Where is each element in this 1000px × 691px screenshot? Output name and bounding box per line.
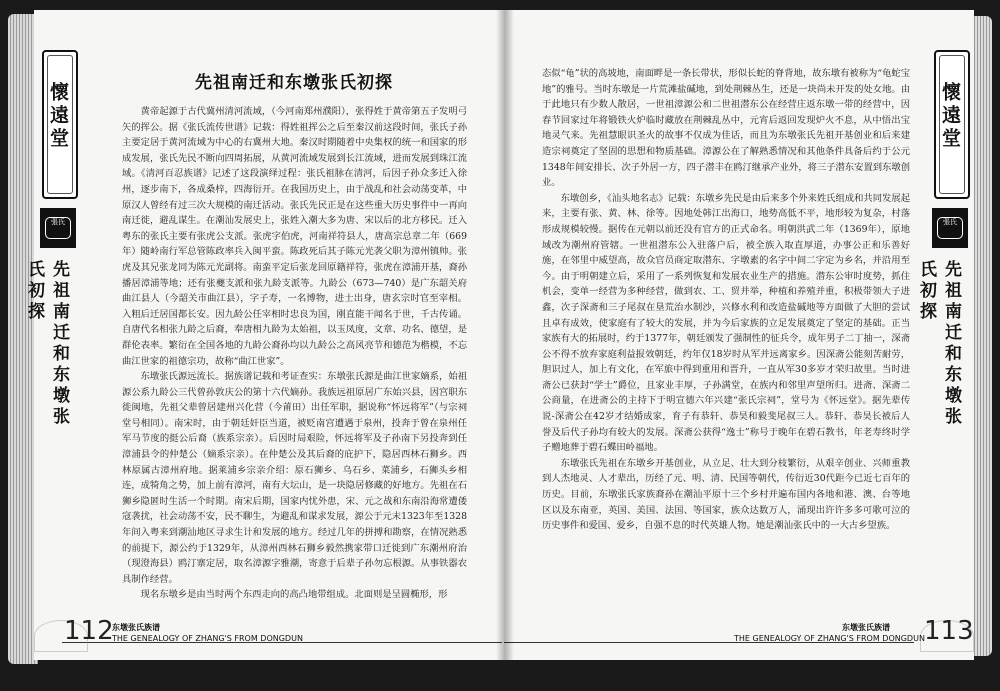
badge-block <box>40 208 76 248</box>
paragraph: 现名东墩乡是由当时两个东西走向的高凸地带组成。北面则是呈圆椭形，形 <box>140 589 448 601</box>
footer-book-title-en: THE GENEALOGY OF ZHANG'S FROM DONGDUN <box>112 634 303 643</box>
left-page <box>24 10 504 660</box>
footer-book-title-cn: 东墩张氏族谱 <box>842 623 890 632</box>
book-gutter <box>496 10 514 660</box>
paragraph: 东墩张氏先祖在东墩乡开基创业，从立足、壮大到分枝繁衍，从艰辛创业、兴师重教到人杰地灵、人才辈出，历经了元、明、清、民国等朝代，传衍近30代距今已近七百年的历史。目前，东墩张氏家族裔孙在潮汕平原十三个乡村并遍布国内各地和港、澳、台等地区以及东南亚，英国、美国、法国、等国家，族众达数万人，涌现出许许多多可歌可泣的历史事件和爱国、爱乡，自强不息的时代英雄人物。她是潮汕张氏中的一大古乡望族。 <box>542 457 910 532</box>
open-book <box>8 6 992 686</box>
paragraph: 黄帝起源于古代冀州清河流域，（今河南郑州濮阳），张得姓于黄帝第五子发明弓矢的挥公。据《张氏流传世谱》记载：得姓祖挥公之后至秦汉前这段时间，张氏子孙主要定居于黄河流域为中心的右冀州大地。秦汉时期随着中央集权的统一和国家的形成发展，张氏先民不断向四周拓展，从黄河流域发展到长江流域，进而发展到珠江流域。《清河百忍族谱》记述了这段演绎过程：张氏祖脉在清河，后因子孙众多迁入徐州，逐步南下，各成桑梓，四海衍开。在我国历史上，由于战乱和社会动荡变革，中原汉人曾经有过三次大规模的南迁活动。张氏先民正是在这些重大历史事件中一再向南迁徙，避乱谋生。在潮汕发展史上，张姓入潮大多为唐、宋以后的北方移民。迁入粤东的张氏主要有张虎公支派。张虎字伯虎，河南祥符县人，唐高宗总章二年（669年）随岭南行军总管陈政率兵入闽平蛮。陈政死后其子陈元光袭父职为漳州镇帅。张虎及其兄张龙同为陈元光副将。南蛮平定后张龙回原籍祥符，张虎在漳浦开基，裔孙播居漳浦等地；还有张夔支派和张九龄支派等。九龄公（673—740）是广东韶关府曲江县人（今韶关市曲江县），字子寿，一名博物，进士出身，唐玄宗时官至宰相。入粗后迁居国都长安。因九龄公任宰相时忠良为国，刚直能干闻名于世，千古传诵。自唐代名相张九龄之后裔，奉唐相九龄为太始祖，以玉凤度，文章、功名、德望，是群伦表率。繁衍在全国各地的九龄公裔孙均以九龄公之高风亮节和德范为楷模，不忘曲江世家的祖德宗功，故称“曲江世家”。 <box>122 106 467 367</box>
right-side-banner <box>916 50 968 440</box>
page-number: 113 <box>924 616 974 646</box>
hall-name: 懷遠堂 <box>47 82 69 151</box>
side-chapter-title: 先祖南迁和东墩张氏初探 <box>916 260 961 428</box>
left-side-banner <box>24 50 76 440</box>
article-heading: 先祖南迁和东墩张氏初探 <box>195 73 393 93</box>
page-number: 112 <box>64 616 114 646</box>
footer-book-title-en: THE GENEALOGY OF ZHANG'S FROM DONGDUN <box>734 634 925 643</box>
clan-badge-icon: 張氏 <box>937 217 963 239</box>
right-page <box>504 10 974 660</box>
footer-book-title-cn: 东墩张氏族谱 <box>112 623 160 632</box>
paragraph: 东墩张氏源远流长。据族谱记载和考证查实：东墩张氏源是曲江世家嫡系，始祖源公系九龄公三代曾孙敦庆公的第十六代嫡孙。我族远祖原居广东始兴县，因宫职东徙闽地，先祖父辈曾居建州兴化营（今莆田）出任军职，据说称“怀远将军”（与宗祠堂号相同）。南宋时，由于朝廷奸臣当道，被贬南宫遭遇于泉州，投奔于曾在泉州任军马节度的挺公后裔（族系宗亲）。后因时局艰险，怀远将军及子孙南下另投奔到任漳浦县令的仲楚公（嫡系宗亲）。在仲楚公及其后裔的庇护下，隐居西林石狮乡。西林原属古漳州府地。据莱浦乡宗亲介绍：原石狮乡、乌石乡、菜浦乡，石狮头乡相连，成犄角之势，加上前有漳河，南有大坛山，是一块隐居修藏的好地方。先祖在石狮乡隐匿时生活一个时期。南宋后期，国家内忧外患，宋、元之战和东南沿海常遭倭寇袭扰，社会动荡不安，民不聊生，为避乱和谋求发展，源公于元末1323年至1328年间入粤来到潮汕地区寻求生计和发展的地方。经过几年的拼搏和勘察，在情况熟悉的前提下，源公约于1329年，从漳州西林石狮乡毅然携家带口迁徙到广东潮州府治（现澄海县）鸥汀寨定居，取名漳源字雅潮，寄意于后辈子孙勿忘根源。从事铁器农具制作经营。 <box>122 371 467 585</box>
hall-name: 懷遠堂 <box>939 82 961 151</box>
right-body-text <box>542 66 910 586</box>
left-body-text <box>122 104 467 614</box>
badge-block <box>932 208 968 248</box>
clan-badge-icon: 張氏 <box>45 217 71 239</box>
paragraph: 态似“龟”状的高坡地，南面畔是一条长带状，形似长蛇的脊背地，故东墩有被称为“龟蛇宝地”的雅号。当时东墩是一片荒滩盐碱地，到处荆棘丛生，还是一块尚未开发的处女地。由于此地只有少数人散居，一世祖漳源公和二世祖潜东公在经营庄返东墩一带的经营中，因春节回家过年将锻铁火炉临时藏放在荆棘乱丛中，元宵后返回发现炉火不息，从中悟出宝地灵气来。先祖慧眼识圣火的故事不仅成为佳话，而且为东墩张氏先祖开基创业和后来建造宗祠奠定了坚固的思想和物质基础。漳源公在了解熟悉情况和其他条件具备后约于公元1348年间安排长、次子外居一方，四子潜丰在鸥汀继承产业外，将三子潜东安置到东墩创业。 <box>542 68 910 189</box>
paragraph: 东墩创乡，《汕头地名志》记载：东墩乡先民是由后来多个外来姓氏组成和共同发展起来，主要有张、黄、林、徐等。因地处韩江出海口，地势高低不平，地形较为复杂，村落形成规模较慢。据传在元朝以前还没有官方的正式命名。明朝洪武二年（1369年），原地域改为潮州府管辖。一世祖潜东公入驻落户后，被全族入取直厚道，办事公正和乐善好施，在邻里中威望高，故众官员商定取潜东、字墩素的名字中间二字定为乡名，并沿用至今。由于明朝建立后，采用了一系列恢复和发展农业生产的措施。潜东公审时度势，抓住机会，变单一经营为多种经营，做到农、工、贸并举，种植和养殖并重，积极带领大子进鑫，次子深斋和三子尾叔在垦荒治水制沙，兴修水利和改造盐碱地等方面做了大胆的尝试且卓有成效，使家庭有了较大的发展，并为今后家族的立足发展奠定了坚定的基础。正当家族有大的拓展时，约于1377年，朝廷颁发了强制性的征兵令，成年男子二丁抽一，深斋公不得不放弃家庭利益报效朝廷，约年仅18岁时从军并远离家乡。因深斋公能刻苦耐劳，胆识过人，加上有文化，在军旅中得到重用和晋升，一直从军30多岁才荣归故里。当时进斋公已获封“学士”爵位，且家业丰厚，子孙满堂，在族内和邻里声望所归。进斋、深斋二公商量，在进斋公的主持下于明宣德六年兴建“张氏宗祠”，堂号为《怀远堂》。据先辈传说-深斋公在42岁才结婚成家，育子有恭轩、恭昊和毅斐尾叔三人。恭轩、恭昊长被后人誉及后代子孙均有较大的发展。深斋公获得“逸士”称号于晚年在碧石教书，年老寿终时学子赠地葬于碧石蝶田岭福地。 <box>542 192 910 454</box>
side-chapter-title: 先祖南迁和东墩张氏初探 <box>24 260 69 428</box>
